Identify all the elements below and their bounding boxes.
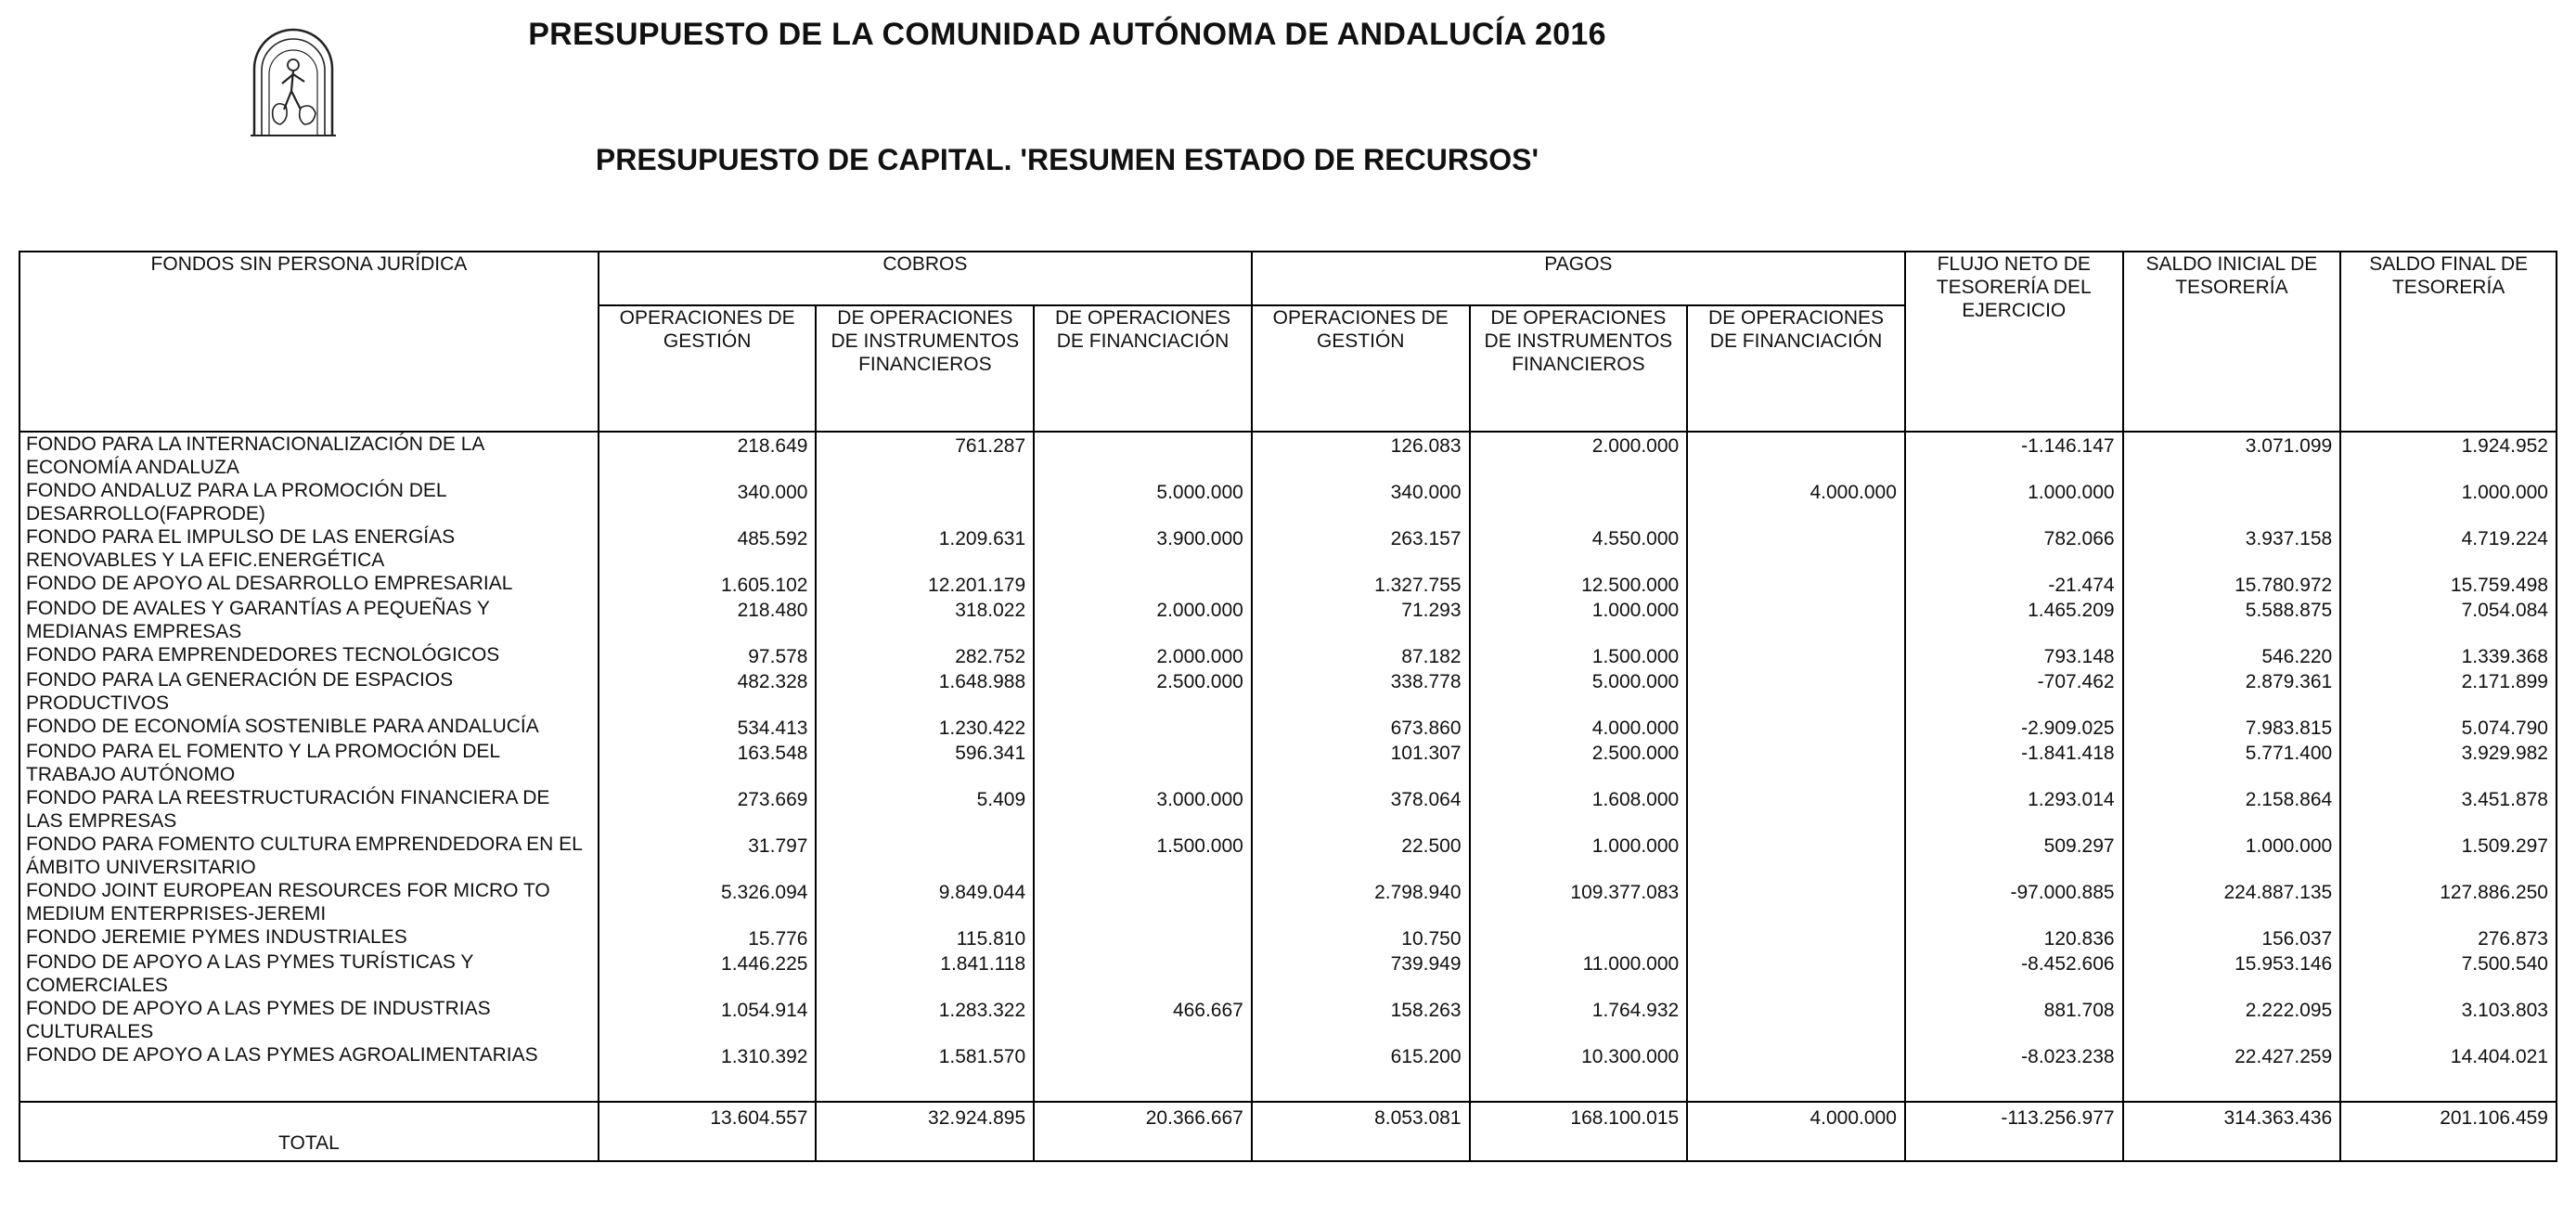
table-row xyxy=(19,950,2557,997)
value-cell: 273.669 xyxy=(599,786,817,833)
fund-name: FONDO DE ECONOMÍA SOSTENIBLE PARA ANDALUCÍA xyxy=(19,715,599,740)
group-header-pagos: PAGOS xyxy=(1252,252,1905,305)
value-cell: 120.836 xyxy=(1905,925,2123,950)
value-cell: 1.648.988 xyxy=(816,668,1034,715)
value-cell xyxy=(1470,479,1688,525)
value-cell: 1.327.755 xyxy=(1252,572,1470,597)
value-cell xyxy=(1687,668,1905,715)
fund-name: FONDO JEREMIE PYMES INDUSTRIALES xyxy=(19,925,599,950)
value-cell xyxy=(1034,925,1252,950)
table-row xyxy=(19,925,2557,950)
column-header: OPERACIONES DE GESTIÓN xyxy=(1252,305,1470,432)
page-subtitle: PRESUPUESTO DE CAPITAL. 'RESUMEN ESTADO DE RECURSOS' xyxy=(595,143,1539,176)
value-cell: 7.500.540 xyxy=(2340,950,2557,997)
value-cell: 3.929.982 xyxy=(2340,740,2557,786)
value-cell: -1.146.147 xyxy=(1905,432,2123,479)
fund-name: FONDO PARA LA INTERNACIONALIZACIÓN DE LA ECONOMÍA ANDALUZA xyxy=(19,432,599,479)
value-cell: 1.000.000 xyxy=(2123,833,2341,879)
value-cell: 1.465.209 xyxy=(1905,597,2123,643)
table-row xyxy=(19,479,2557,525)
total-cell: 13.604.557 xyxy=(599,1102,817,1161)
value-cell: 1.283.322 xyxy=(816,997,1034,1043)
value-cell: 115.810 xyxy=(816,925,1034,950)
value-cell xyxy=(1687,597,1905,643)
value-cell xyxy=(2123,479,2341,525)
column-header: DE OPERACIONES DE FINANCIACIÓN xyxy=(1687,305,1905,432)
value-cell: 4.000.000 xyxy=(1687,479,1905,525)
value-cell: 615.200 xyxy=(1252,1043,1470,1102)
value-cell xyxy=(1687,925,1905,950)
value-cell: 546.220 xyxy=(2123,643,2341,668)
value-cell: 5.000.000 xyxy=(1034,479,1252,525)
value-cell: 163.548 xyxy=(599,740,817,786)
fund-name: FONDO PARA LA GENERACIÓN DE ESPACIOS PRODUCTIVOS xyxy=(19,668,599,715)
value-cell: 11.000.000 xyxy=(1470,950,1688,997)
total-cell: 4.000.000 xyxy=(1687,1102,1905,1161)
value-cell: 282.752 xyxy=(816,643,1034,668)
value-cell xyxy=(1470,925,1688,950)
value-cell: 2.500.000 xyxy=(1470,740,1688,786)
value-cell: 127.886.250 xyxy=(2340,879,2557,925)
value-cell xyxy=(1687,1043,1905,1102)
value-cell: -97.000.885 xyxy=(1905,879,2123,925)
value-cell: 22.427.259 xyxy=(2123,1043,2341,1102)
fund-name: FONDO DE APOYO A LAS PYMES DE INDUSTRIAS CULTURALES xyxy=(19,997,599,1043)
value-cell: 2.222.095 xyxy=(2123,997,2341,1043)
column-header: DE OPERACIONES DE INSTRUMENTOS FINANCIEROS xyxy=(1470,305,1688,432)
value-cell: 7.983.815 xyxy=(2123,715,2341,740)
column-header: OPERACIONES DE GESTIÓN xyxy=(599,305,817,432)
value-cell: 1.000.000 xyxy=(2340,479,2557,525)
value-cell xyxy=(1687,950,1905,997)
value-cell xyxy=(1687,740,1905,786)
value-cell: 3.451.878 xyxy=(2340,786,2557,833)
fund-name: FONDO ANDALUZ PARA LA PROMOCIÓN DEL DESARROLLO(FAPRODE) xyxy=(19,479,599,525)
table-row xyxy=(19,715,2557,740)
value-cell: 101.307 xyxy=(1252,740,1470,786)
fund-name: FONDO PARA EMPRENDEDORES TECNOLÓGICOS xyxy=(19,643,599,668)
value-cell: 1.841.118 xyxy=(816,950,1034,997)
value-cell xyxy=(1034,715,1252,740)
value-cell xyxy=(1034,950,1252,997)
total-cell: 168.100.015 xyxy=(1470,1102,1688,1161)
value-cell: 1.509.297 xyxy=(2340,833,2557,879)
value-cell: 1.764.932 xyxy=(1470,997,1688,1043)
value-cell: 1.500.000 xyxy=(1470,643,1688,668)
fund-name: FONDO DE AVALES Y GARANTÍAS A PEQUEÑAS Y MEDIANAS EMPRESAS xyxy=(19,597,599,643)
total-cell: 20.366.667 xyxy=(1034,1102,1252,1161)
value-cell: 1.000.000 xyxy=(1470,597,1688,643)
value-cell: 1.605.102 xyxy=(599,572,817,597)
value-cell: 2.000.000 xyxy=(1470,432,1688,479)
value-cell: 4.719.224 xyxy=(2340,525,2557,572)
table-row xyxy=(19,572,2557,597)
value-cell xyxy=(1034,879,1252,925)
row-header: FONDOS SIN PERSONA JURÍDICA xyxy=(19,252,599,432)
value-cell: 338.778 xyxy=(1252,668,1470,715)
value-cell: 7.054.084 xyxy=(2340,597,2557,643)
fund-name: FONDO DE APOYO A LAS PYMES TURÍSTICAS Y COMERCIALES xyxy=(19,950,599,997)
value-cell: 224.887.135 xyxy=(2123,879,2341,925)
value-cell: 12.500.000 xyxy=(1470,572,1688,597)
value-cell xyxy=(1034,432,1252,479)
value-cell: 158.263 xyxy=(1252,997,1470,1043)
table-row xyxy=(19,786,2557,833)
value-cell: 2.000.000 xyxy=(1034,597,1252,643)
group-header-cobros: COBROS xyxy=(599,252,1252,305)
value-cell: 71.293 xyxy=(1252,597,1470,643)
value-cell: 2.879.361 xyxy=(2123,668,2341,715)
value-cell: 2.171.899 xyxy=(2340,668,2557,715)
value-cell: -2.909.025 xyxy=(1905,715,2123,740)
value-cell: 1.230.422 xyxy=(816,715,1034,740)
fund-name: FONDO DE APOYO A LAS PYMES AGROALIMENTARIAS xyxy=(19,1043,599,1102)
value-cell: 276.873 xyxy=(2340,925,2557,950)
value-cell: 3.071.099 xyxy=(2123,432,2341,479)
value-cell: 1.500.000 xyxy=(1034,833,1252,879)
value-cell: 1.054.914 xyxy=(599,997,817,1043)
value-cell: 1.339.368 xyxy=(2340,643,2557,668)
value-cell: 3.900.000 xyxy=(1034,525,1252,572)
value-cell: 1.293.014 xyxy=(1905,786,2123,833)
total-cell: -113.256.977 xyxy=(1905,1102,2123,1161)
value-cell xyxy=(816,479,1034,525)
column-header: FLUJO NETO DE TESORERÍA DEL EJERCICIO xyxy=(1905,252,2123,432)
fund-name: FONDO JOINT EUROPEAN RESOURCES FOR MICRO TO MEDIUM ENTERPRISES-JEREMI xyxy=(19,879,599,925)
total-cell: 8.053.081 xyxy=(1252,1102,1470,1161)
value-cell: 5.409 xyxy=(816,786,1034,833)
value-cell: 3.000.000 xyxy=(1034,786,1252,833)
value-cell xyxy=(1687,525,1905,572)
total-cell: 314.363.436 xyxy=(2123,1102,2341,1161)
value-cell: 881.708 xyxy=(1905,997,2123,1043)
value-cell: 15.780.972 xyxy=(2123,572,2341,597)
table-row xyxy=(19,879,2557,925)
value-cell: 218.480 xyxy=(599,597,817,643)
value-cell: -21.474 xyxy=(1905,572,2123,597)
value-cell: 1.209.631 xyxy=(816,525,1034,572)
value-cell: 1.446.225 xyxy=(599,950,817,997)
value-cell: 782.066 xyxy=(1905,525,2123,572)
value-cell: 466.667 xyxy=(1034,997,1252,1043)
table-row xyxy=(19,668,2557,715)
value-cell: 5.000.000 xyxy=(1470,668,1688,715)
value-cell: 2.000.000 xyxy=(1034,643,1252,668)
table-row xyxy=(19,1043,2557,1102)
value-cell: 318.022 xyxy=(816,597,1034,643)
column-header: SALDO INICIAL DE TESORERÍA xyxy=(2123,252,2341,432)
value-cell: 673.860 xyxy=(1252,715,1470,740)
value-cell: 126.083 xyxy=(1252,432,1470,479)
value-cell: 12.201.179 xyxy=(816,572,1034,597)
value-cell: 4.550.000 xyxy=(1470,525,1688,572)
value-cell: 15.953.146 xyxy=(2123,950,2341,997)
value-cell: 5.771.400 xyxy=(2123,740,2341,786)
value-cell xyxy=(1687,786,1905,833)
table-row xyxy=(19,525,2557,572)
table-row xyxy=(19,643,2557,668)
value-cell xyxy=(1687,715,1905,740)
fund-name: FONDO PARA FOMENTO CULTURA EMPRENDEDORA EN EL ÁMBITO UNIVERSITARIO xyxy=(19,833,599,879)
value-cell: 534.413 xyxy=(599,715,817,740)
value-cell: 596.341 xyxy=(816,740,1034,786)
value-cell: 340.000 xyxy=(1252,479,1470,525)
table-row xyxy=(19,833,2557,879)
value-cell xyxy=(1034,740,1252,786)
fund-name: FONDO PARA EL IMPULSO DE LAS ENERGÍAS RENOVABLES Y LA EFIC.ENERGÉTICA xyxy=(19,525,599,572)
value-cell xyxy=(1687,432,1905,479)
fund-name: FONDO PARA EL FOMENTO Y LA PROMOCIÓN DEL TRABAJO AUTÓNOMO xyxy=(19,740,599,786)
value-cell xyxy=(1687,572,1905,597)
value-cell: 5.326.094 xyxy=(599,879,817,925)
value-cell: 1.608.000 xyxy=(1470,786,1688,833)
value-cell: 1.581.570 xyxy=(816,1043,1034,1102)
value-cell: 97.578 xyxy=(599,643,817,668)
value-cell: 2.158.864 xyxy=(2123,786,2341,833)
value-cell: -707.462 xyxy=(1905,668,2123,715)
value-cell: 4.000.000 xyxy=(1470,715,1688,740)
table-row xyxy=(19,997,2557,1043)
value-cell: 1.310.392 xyxy=(599,1043,817,1102)
value-cell: 2.798.940 xyxy=(1252,879,1470,925)
value-cell: 739.949 xyxy=(1252,950,1470,997)
value-cell: 509.297 xyxy=(1905,833,2123,879)
value-cell: 485.592 xyxy=(599,525,817,572)
total-label: TOTAL xyxy=(19,1102,599,1161)
total-cell: 201.106.459 xyxy=(2340,1102,2557,1161)
value-cell: 10.300.000 xyxy=(1470,1043,1688,1102)
value-cell: 218.649 xyxy=(599,432,817,479)
value-cell: 9.849.044 xyxy=(816,879,1034,925)
column-header: DE OPERACIONES DE INSTRUMENTOS FINANCIEROS xyxy=(816,305,1034,432)
value-cell: 10.750 xyxy=(1252,925,1470,950)
value-cell: 109.377.083 xyxy=(1470,879,1688,925)
value-cell: 3.103.803 xyxy=(2340,997,2557,1043)
value-cell: 5.588.875 xyxy=(2123,597,2341,643)
value-cell: 340.000 xyxy=(599,479,817,525)
table-row xyxy=(19,597,2557,643)
resources-table xyxy=(19,251,2557,1162)
value-cell: 87.182 xyxy=(1252,643,1470,668)
table-row xyxy=(19,432,2557,479)
value-cell xyxy=(1687,879,1905,925)
value-cell xyxy=(1687,643,1905,668)
value-cell: 3.937.158 xyxy=(2123,525,2341,572)
table-body xyxy=(19,432,2557,1102)
total-cell: 32.924.895 xyxy=(816,1102,1034,1161)
value-cell: 156.037 xyxy=(2123,925,2341,950)
value-cell: -8.023.238 xyxy=(1905,1043,2123,1102)
value-cell xyxy=(1687,997,1905,1043)
value-cell: 31.797 xyxy=(599,833,817,879)
table-row xyxy=(19,740,2557,786)
value-cell: -1.841.418 xyxy=(1905,740,2123,786)
value-cell: 1.000.000 xyxy=(1905,479,2123,525)
value-cell: 15.776 xyxy=(599,925,817,950)
page-title: PRESUPUESTO DE LA COMUNIDAD AUTÓNOMA DE ANDALUCÍA 2016 xyxy=(528,17,1606,52)
value-cell: 5.074.790 xyxy=(2340,715,2557,740)
value-cell: 1.924.952 xyxy=(2340,432,2557,479)
value-cell xyxy=(1034,1043,1252,1102)
value-cell: 1.000.000 xyxy=(1470,833,1688,879)
value-cell: 761.287 xyxy=(816,432,1034,479)
total-row xyxy=(19,1102,2557,1161)
fund-name: FONDO PARA LA REESTRUCTURACIÓN FINANCIERA DE LAS EMPRESAS xyxy=(19,786,599,833)
value-cell: 15.759.498 xyxy=(2340,572,2557,597)
column-header: DE OPERACIONES DE FINANCIACIÓN xyxy=(1034,305,1252,432)
fund-name: FONDO DE APOYO AL DESARROLLO EMPRESARIAL xyxy=(19,572,599,597)
value-cell: 378.064 xyxy=(1252,786,1470,833)
value-cell: 14.404.021 xyxy=(2340,1043,2557,1102)
column-header: SALDO FINAL DE TESORERÍA xyxy=(2340,252,2557,432)
value-cell: 793.148 xyxy=(1905,643,2123,668)
value-cell: -8.452.606 xyxy=(1905,950,2123,997)
value-cell: 2.500.000 xyxy=(1034,668,1252,715)
value-cell xyxy=(1034,572,1252,597)
value-cell xyxy=(816,833,1034,879)
value-cell: 482.328 xyxy=(599,668,817,715)
value-cell: 22.500 xyxy=(1252,833,1470,879)
value-cell: 263.157 xyxy=(1252,525,1470,572)
value-cell xyxy=(1687,833,1905,879)
